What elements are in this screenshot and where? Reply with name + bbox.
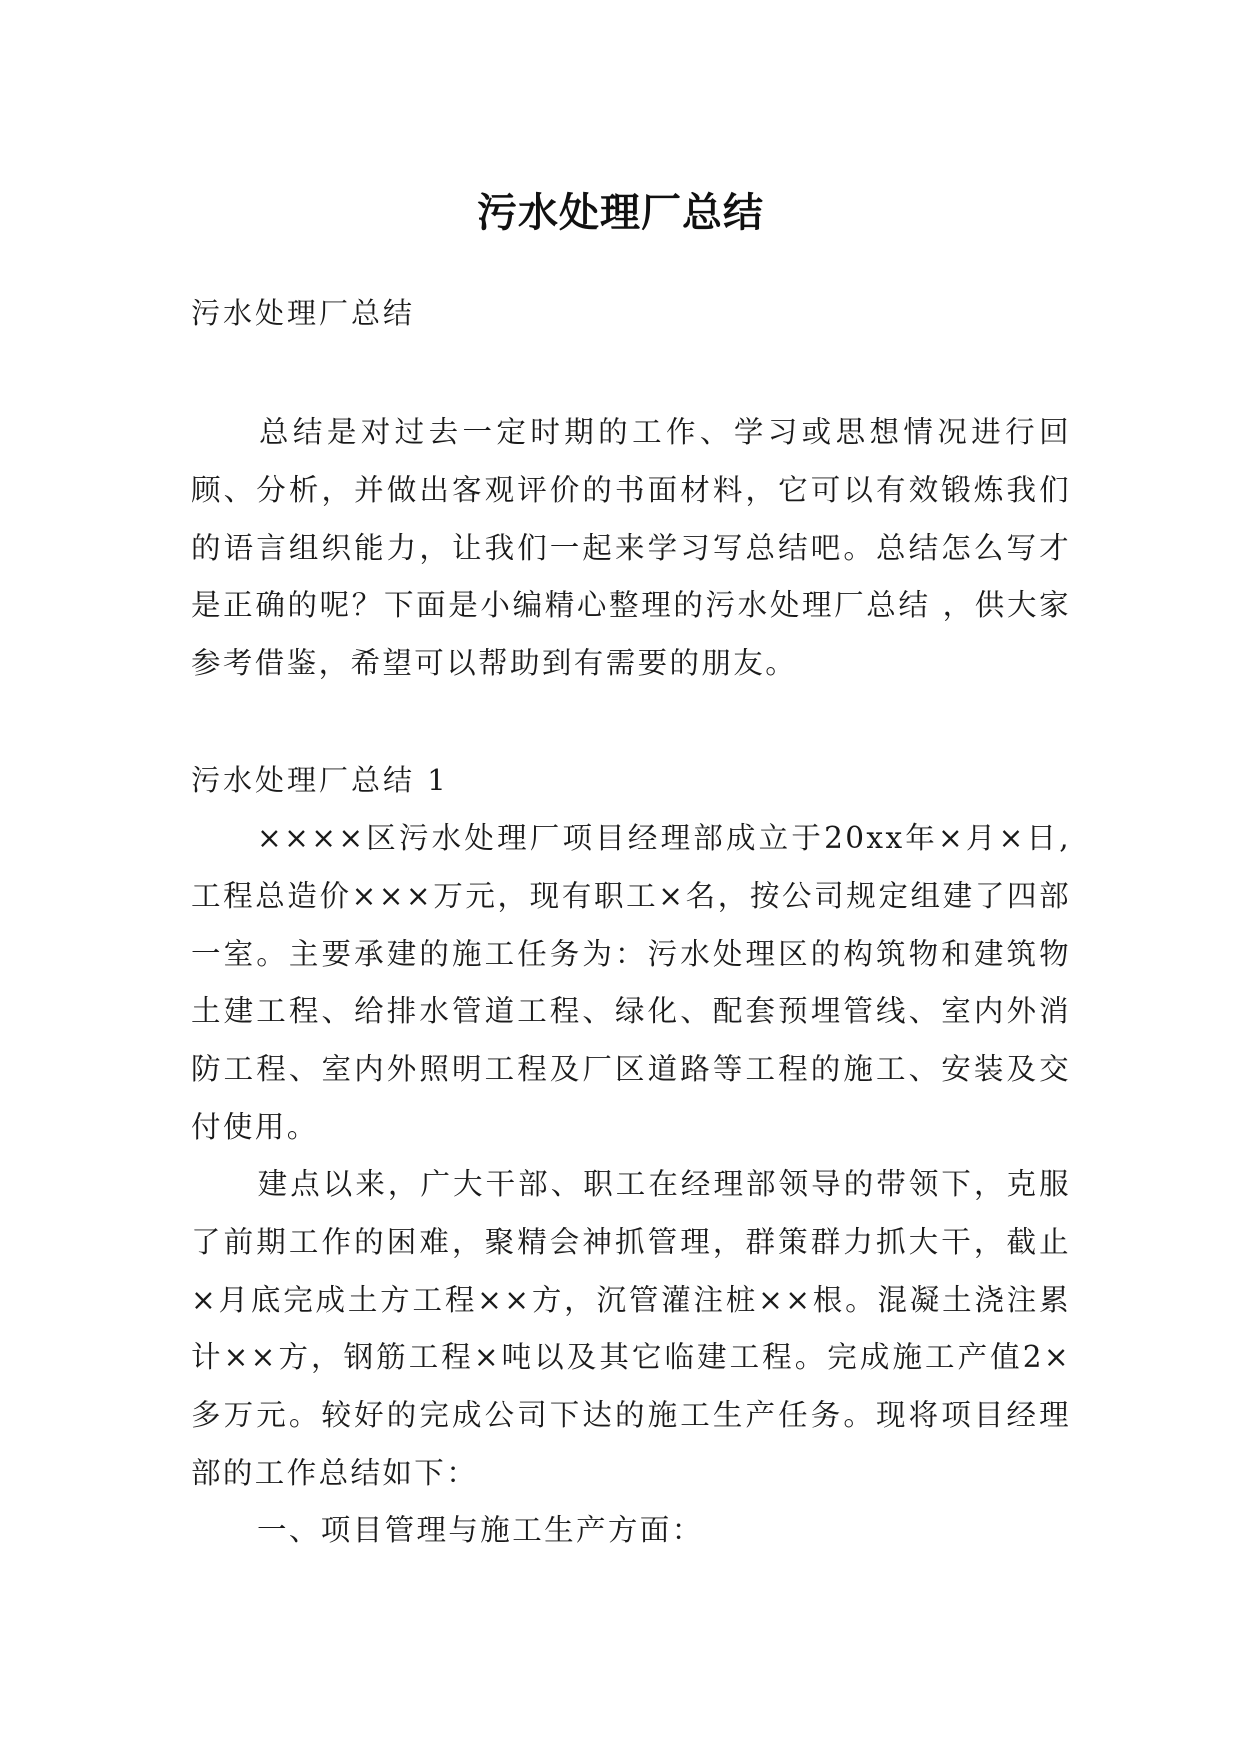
section-heading: 污水处理厂总结 1	[191, 763, 449, 797]
body-paragraph-1-text: ××××区污水处理厂项目经理部成立于20xx年×月×日,工程总造价×××万元，现有职工×名，按公司规定组建了四部一室。主要承建的施工任务为：污水处理区的构筑物和建筑物土建工程、给排水管道工程、绿化、配套预埋管线、室内外消防工程、室内外照明工程及厂区道路等工程的施工、安装及交付使用。	[191, 821, 1071, 1144]
body-paragraph-2	[191, 1156, 1071, 1503]
document-subtitle: 污水处理厂总结	[191, 296, 416, 330]
intro-paragraph	[191, 404, 1071, 693]
intro-text: 总结是对过去一定时期的工作、学习或思想情况进行回顾、分析，并做出客观评价的书面材料，它可以有效锻炼我们的语言组织能力，让我们一起来学习写总结吧。总结怎么写才是正确的呢？下面是小编精心整理的污水处理厂总结 ，供大家参考借鉴，希望可以帮助到有需要的朋友。	[191, 415, 1071, 681]
body-paragraph-3-text: 一、项目管理与施工生产方面：	[257, 1513, 704, 1547]
body-paragraph-3	[191, 1502, 1071, 1560]
document-title: 污水处理厂总结	[477, 188, 764, 236]
body-paragraph-2-text: 建点以来，广大干部、职工在经理部领导的带领下，克服了前期工作的困难，聚精会神抓管理，群策群力抓大干，截止×月底完成土方工程××方，沉管灌注桩××根。混凝土浇注累计××方，钢筋工程×吨以及其它临建工程。完成施工产值2×多万元。较好的完成公司下达的施工生产任务。现将项目经理部的工作总结如下：	[191, 1167, 1071, 1490]
body-paragraph-1	[191, 810, 1071, 1157]
